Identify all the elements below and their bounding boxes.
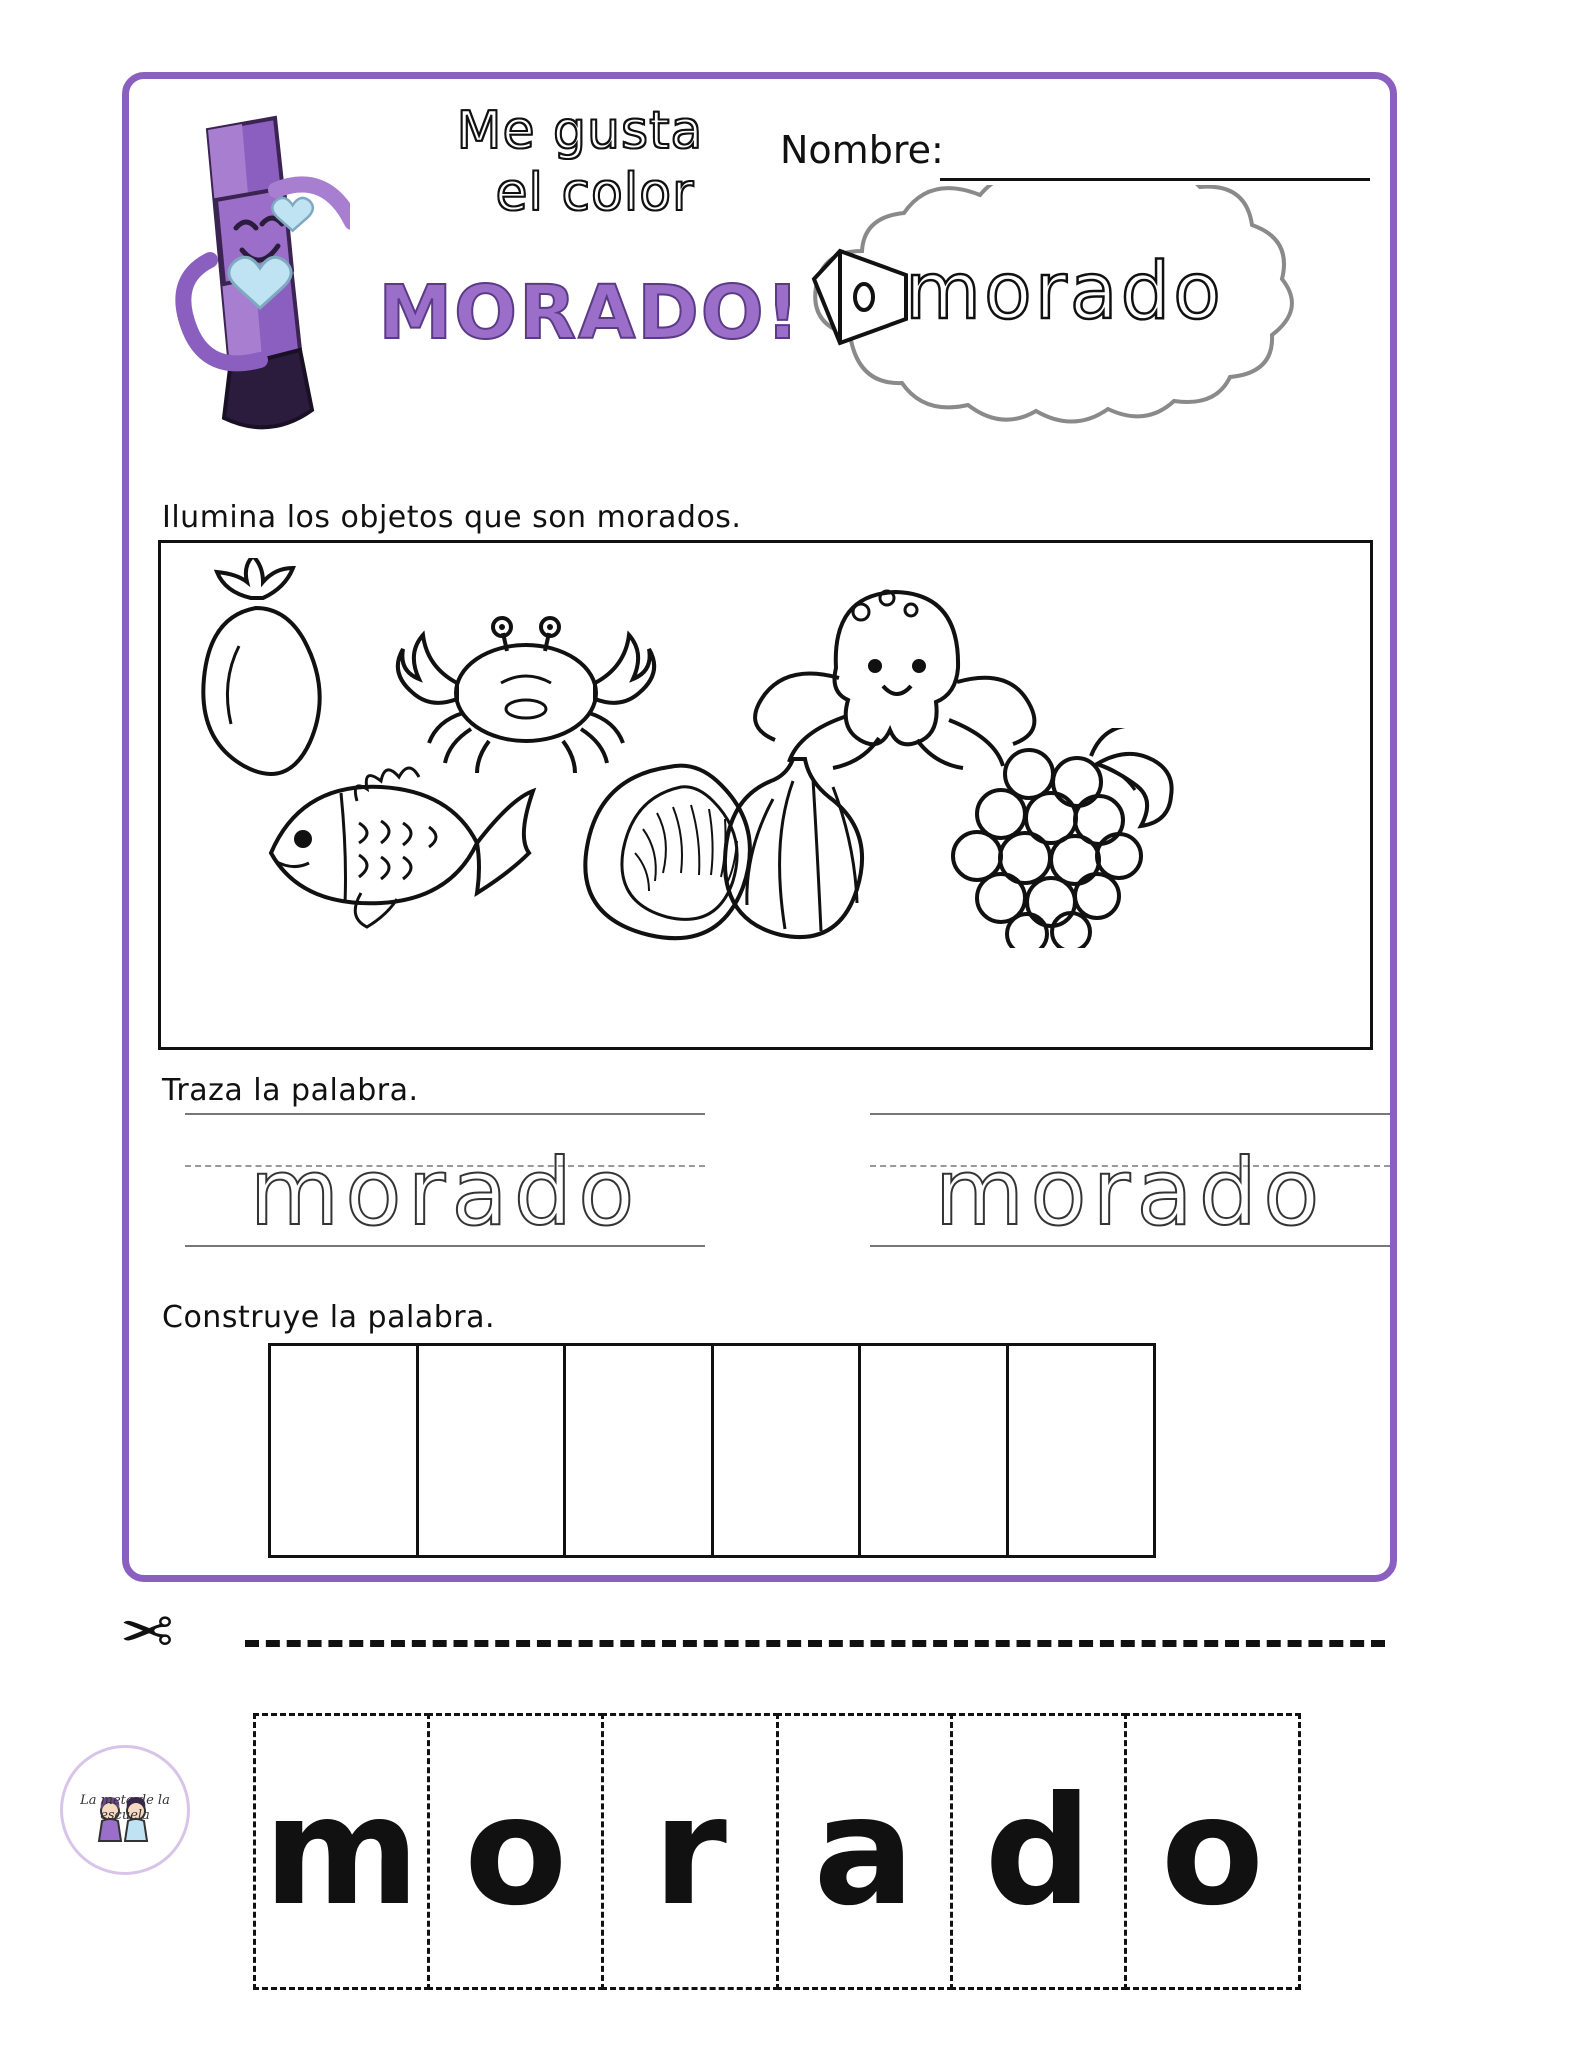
cloud-word: morado [905, 247, 1224, 337]
letter-card[interactable]: o [427, 1713, 604, 1990]
trace-top-line [185, 1113, 705, 1115]
build-cell[interactable] [711, 1343, 862, 1558]
instruction-build-word: Construye la palabra. [162, 1300, 495, 1335]
picture-grapes[interactable] [901, 728, 1191, 953]
build-cell[interactable] [1006, 1343, 1157, 1558]
name-label: Nombre: [780, 128, 944, 172]
instruction-trace-word: Traza la palabra. [162, 1073, 419, 1108]
instruction-color-objects: Ilumina los objetos que son morados. [162, 500, 742, 535]
trace-word-left: morado [249, 1139, 641, 1246]
build-cell[interactable] [268, 1343, 419, 1558]
name-input-line[interactable] [940, 178, 1370, 181]
picture-fig[interactable] [561, 733, 891, 948]
crayon-mascot-icon [150, 100, 350, 440]
worksheet-title [345, 100, 815, 224]
footer-logo [60, 1745, 190, 1875]
letter-card[interactable]: r [601, 1713, 778, 1990]
picture-box [158, 540, 1373, 1050]
build-cell[interactable] [858, 1343, 1009, 1558]
trace-top-line [870, 1113, 1390, 1115]
trace-word-right: morado [934, 1139, 1326, 1246]
letter-card[interactable]: a [776, 1713, 953, 1990]
letter-cards [253, 1713, 1298, 1990]
footer-logo-text: La meta de la escuela [80, 1793, 170, 1823]
word-cloud-bubble [780, 185, 1360, 435]
letter-card[interactable]: m [253, 1713, 430, 1990]
build-cell[interactable] [563, 1343, 714, 1558]
title-line-2: el color [495, 163, 695, 223]
build-word-boxes [268, 1343, 1153, 1558]
cut-line [245, 1640, 1385, 1647]
trace-row-right[interactable] [870, 1105, 1390, 1260]
letter-card[interactable]: o [1124, 1713, 1301, 1990]
trace-row-left[interactable] [185, 1105, 705, 1260]
scissors-icon: ✂ [120, 1596, 174, 1668]
title-line-1: Me gusta [456, 101, 704, 161]
picture-fish[interactable] [241, 743, 541, 948]
build-cell[interactable] [416, 1343, 567, 1558]
letter-card[interactable]: d [950, 1713, 1127, 1990]
color-word-heading: MORADO! [378, 270, 802, 356]
